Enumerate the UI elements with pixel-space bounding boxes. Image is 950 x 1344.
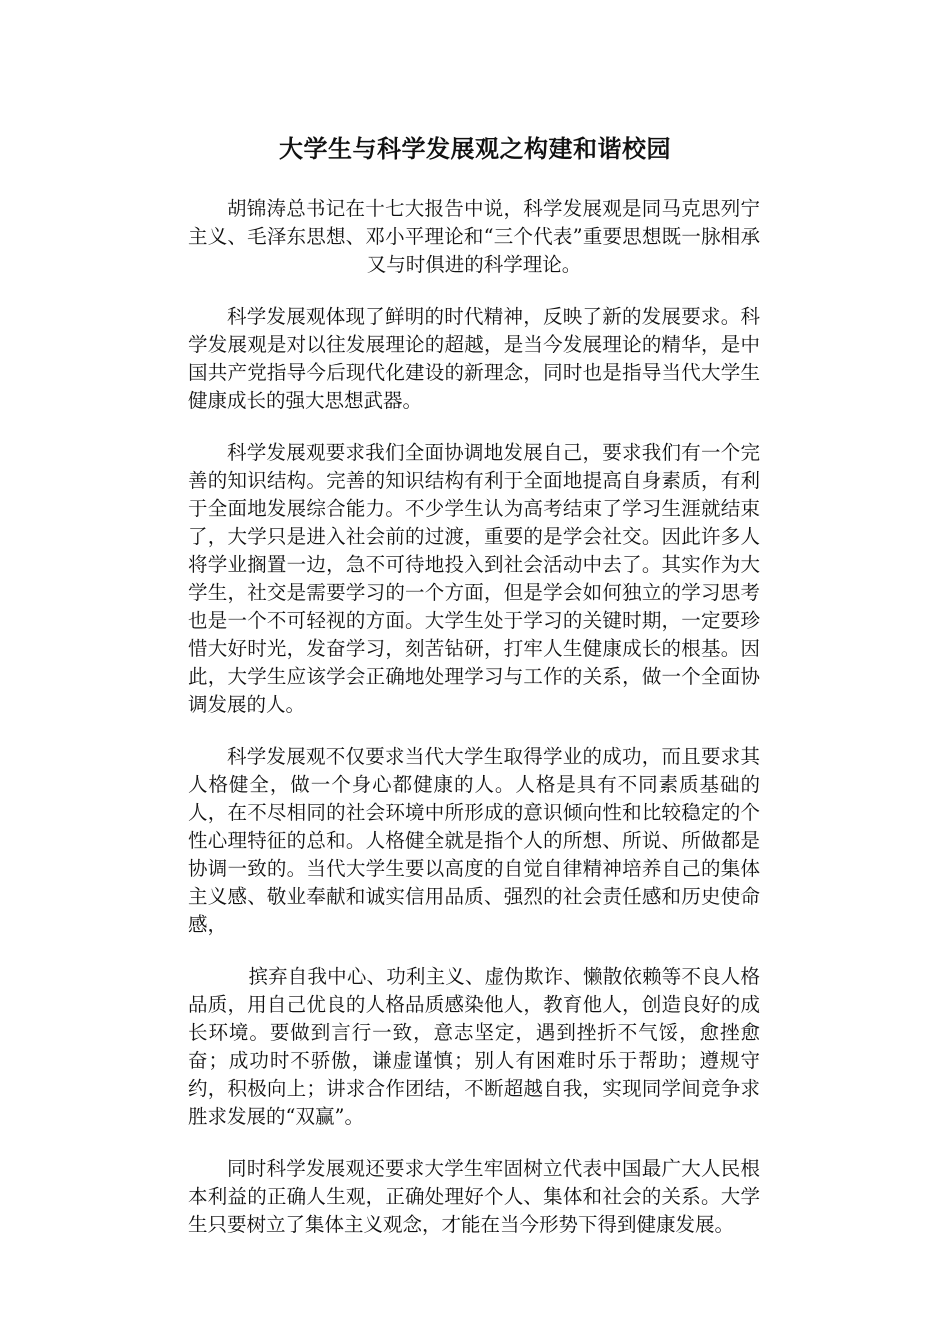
document-body (188, 195, 760, 1263)
paragraph-6: 同时科学发展观还要求大学生牢固树立代表中国最广大人民根本利益的正确人生观，正确处理好个人、集体和社会的关系。大学生只要树立了集体主义观念，才能在当今形势下得到健康发展。 (188, 1157, 760, 1236)
paragraph-1: 胡锦涛总书记在十七大报告中说，科学发展观是同马克思列宁主义、毛泽东思想、邓小平理论和“三个代表”重要思想既一脉相承又与时俱进的科学理论。 (188, 197, 760, 276)
paragraph-4: 科学发展观不仅要求当代大学生取得学业的成功，而且要求其人格健全，做一个身心都健康的人。人格是具有不同素质基础的人，在不尽相同的社会环境中所形成的意识倾向性和比较稳定的个性心理特征的总和。人格健全就是指个人的所想、所说、所做都是协调一致的。当代大学生要以高度的自觉自律精神培养自己的集体主义感、敬业奉献和诚实信用品质、强烈的社会责任感和历史使命感， (188, 745, 760, 936)
paragraph-5: 摈弃自我中心、功利主义、虚伪欺诈、懒散依赖等不良人格品质，用自己优良的人格品质感染他人，教育他人，创造良好的成长环境。要做到言行一致，意志坚定，遇到挫折不气馁，愈挫愈奋；成功时不骄傲，谦虚谨慎；别人有困难时乐于帮助；遵规守约，积极向上；讲求合作团结，不断超越自我，实现同学间竞争求胜求发展的“双赢”。 (188, 965, 760, 1128)
paragraph-2: 科学发展观体现了鲜明的时代精神，反映了新的发展要求。科学发展观是对以往发展理论的超越，是当今发展理论的精华，是中国共产党指导今后现代化建设的新理念，同时也是指导当代大学生健康成长的强大思想武器。 (188, 305, 760, 412)
document-title: 大学生与科学发展观之构建和谐校园 (279, 134, 671, 163)
paragraph-3: 科学发展观要求我们全面协调地发展自己，要求我们有一个完善的知识结构。完善的知识结构有利于全面地提高自身素质，有利于全面地发展综合能力。不少学生认为高考结束了学习生涯就结束了，大学只是进入社会前的过渡，重要的是学会社交。因此许多人将学业搁置一边，急不可待地投入到社会活动中去了。其实作为大学生，社交是需要学习的一个方面，但是学会如何独立的学习思考也是一个不可轻视的方面。大学生处于学习的关键时期，一定要珍惜大好时光，发奋学习，刻苦钻研，打牢人生健康成长的根基。因此，大学生应该学会正确地处理学习与工作的关系，做一个全面协调发展的人。 (188, 441, 760, 716)
